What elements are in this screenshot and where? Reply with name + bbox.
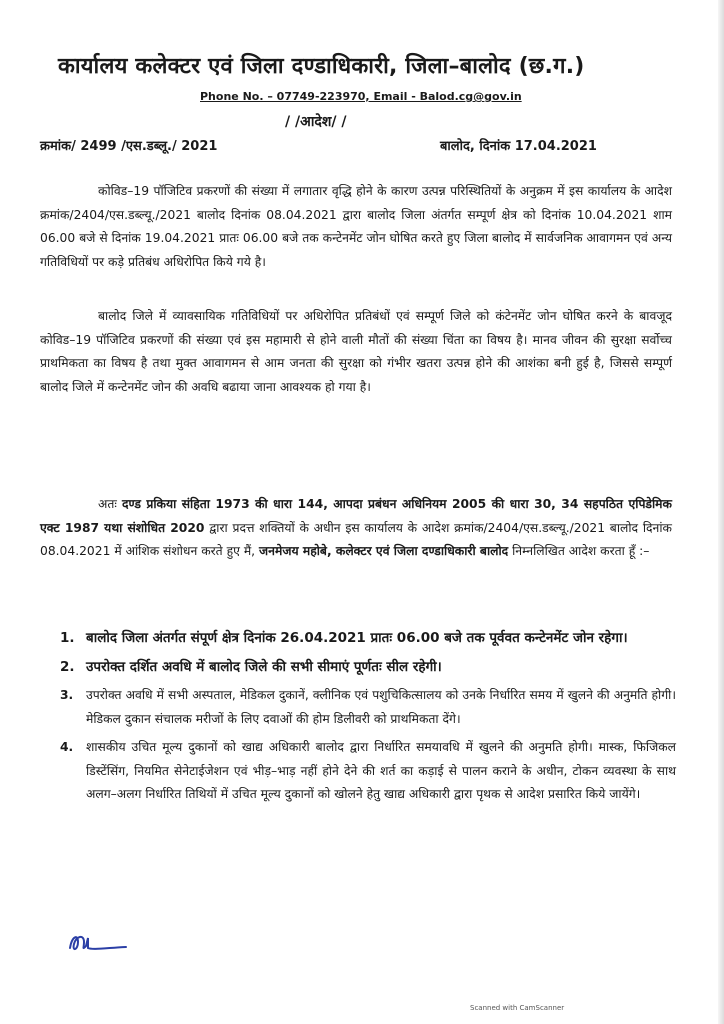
paragraph-1: कोविड–19 पॉजिटिव प्रकरणों की संख्या में लगातार वृद्धि होने के कारण उत्पन्न परिस्थितियों के अनुक्रम में इस कार्यालय के आदेश क्रमांक/2404/एस.डब्ल्यू./2021 बालोद दिनांक 08.04.2021 द्वारा बालोद जिला अंतर्गत सम्पूर्ण क्षेत्र को दिनांक 10.04.2021 शाम 06.00 बजे से दिनांक 19.04.2021 प्रातः 06.00 बजे तक कन्टेनमेंट जोन घोषित करते हुए जिला बालोद में सार्वजनिक आवागमन एवं अन्य गतिविधियों पर कड़े प्रतिबंध अधिरोपित किये गये है। [40,184,672,269]
signature-mark [66,928,136,956]
list-item-text: बालोद जिला अंतर्गत संपूर्ण क्षेत्र दिनांक 26.04.2021 प्रातः 06.00 बजे तक पूर्ववत कन्टेनमेंट जोन रहेगा। [86,630,628,646]
list-item-number: 2. [60,658,75,675]
collector-name: जनमेजय महोबे, कलेक्टर एवं जिला दण्डाधिकारी बालोद [259,544,509,558]
legal-provisions: दण्ड प्रकिया संहिता 1973 की धारा 144, आपदा प्रबंधन अधिनियम 2005 की धारा 30, 34 सहपठित एपिडेमिक एक्ट 1987 यथा संशोधित 2020 [40,497,672,535]
list-item-number: 1. [60,630,75,646]
paragraph-3-end: निम्नलिखित आदेश करता हूँ :– [512,544,650,558]
contact-line: Phone No. – 07749-223970, Email - Balod.cg@gov.in [200,90,522,103]
paragraph-2: बालोद जिले में व्यावसायिक गतिविधियों पर अधिरोपित प्रतिबंधों एवं सम्पूर्ण जिले को कंटेनमेंट जोन घोषित करने के बावजूद कोविड–19 पॉजिटिव प्रकरणों की संख्या एवं इस महामारी से होने वाली मौतों की संख्या चिंता का विषय है। मानव जीवन की सुरक्षा सर्वोच्च प्राथमिकता का विषय है तथा मुक्त आवागमन से आम जनता की सुरक्षा को गंभीर खतरा उत्पन्न होने की आशंका बनी हुई है, जिससे सम्पूर्ण बालोद जिले में कन्टेनमेंट जोन की अवधि बढाया जाना आवश्यक हो गया है। [40,309,672,394]
scan-edge [718,0,724,1024]
list-item [60,656,676,680]
paragraph-3 [40,493,672,564]
order-number: क्रमांक/ 2499 /एस.डब्लू./ 2021 [40,139,218,154]
order-list [60,627,676,812]
list-item-text: शासकीय उचित मूल्य दुकानों को खाद्य अधिकारी बालोद द्वारा निर्धारित समयावधि में खुलने की अनुमति होगी। मास्क, फिजिकल डिस्टेंसिंग, नियमित सेनेटाईजेशन एवं भीड़–भाड़ नहीं होने देने की शर्त का कड़ाई से पालन कराने के अधीन, टोकन व्यवस्था के साथ अलग–अलग निर्धारित तिथियों में उचित मूल्य दुकानों को खोलने हेतु खाद्य अधिकारी द्वारा पृथक से आदेश प्रसारित किये जायेंगे। [86,740,676,801]
list-item-number: 4. [60,740,74,754]
list-item-text: उपरोक्त अवधि में सभी अस्पताल, मेडिकल दुकानें, क्लीनिक एवं पशुचिकित्सालय को उनके निर्धारित समय में खुलने की अनुमति होगी। मेडिकल दुकान संचालक मरीजों के लिए दवाओं की होम डिलीवरी को प्राथमिकता देंगे। [86,688,676,726]
list-item [60,684,676,731]
list-item-number: 3. [60,688,74,702]
place-date: बालोद, दिनांक 17.04.2021 [440,139,597,154]
paragraph-3-lead: अतः [98,497,117,511]
list-item [60,627,676,651]
office-title: कार्यालय कलेक्टर एवं जिला दण्डाधिकारी, जिला–बालोद (छ.ग.) [58,54,585,79]
paragraph-3-body: द्वारा प्रदत्त शक्तियों के अधीन इस कार्यालय के आदेश क्रमांक/2404/एस.डब्ल्यू./2021 बालोद दिनांक 08.04.2021 में आंशिक संशोधन करते हुए मैं, [40,520,672,558]
order-heading: / /आदेश/ / [285,114,347,130]
scanner-watermark: Scanned with CamScanner [470,1004,565,1012]
list-item-text: उपरोक्त दर्शित अवधि में बालोद जिले की सभी सीमाएं पूर्णतः सील रहेगी। [86,658,442,675]
list-item [60,736,676,807]
